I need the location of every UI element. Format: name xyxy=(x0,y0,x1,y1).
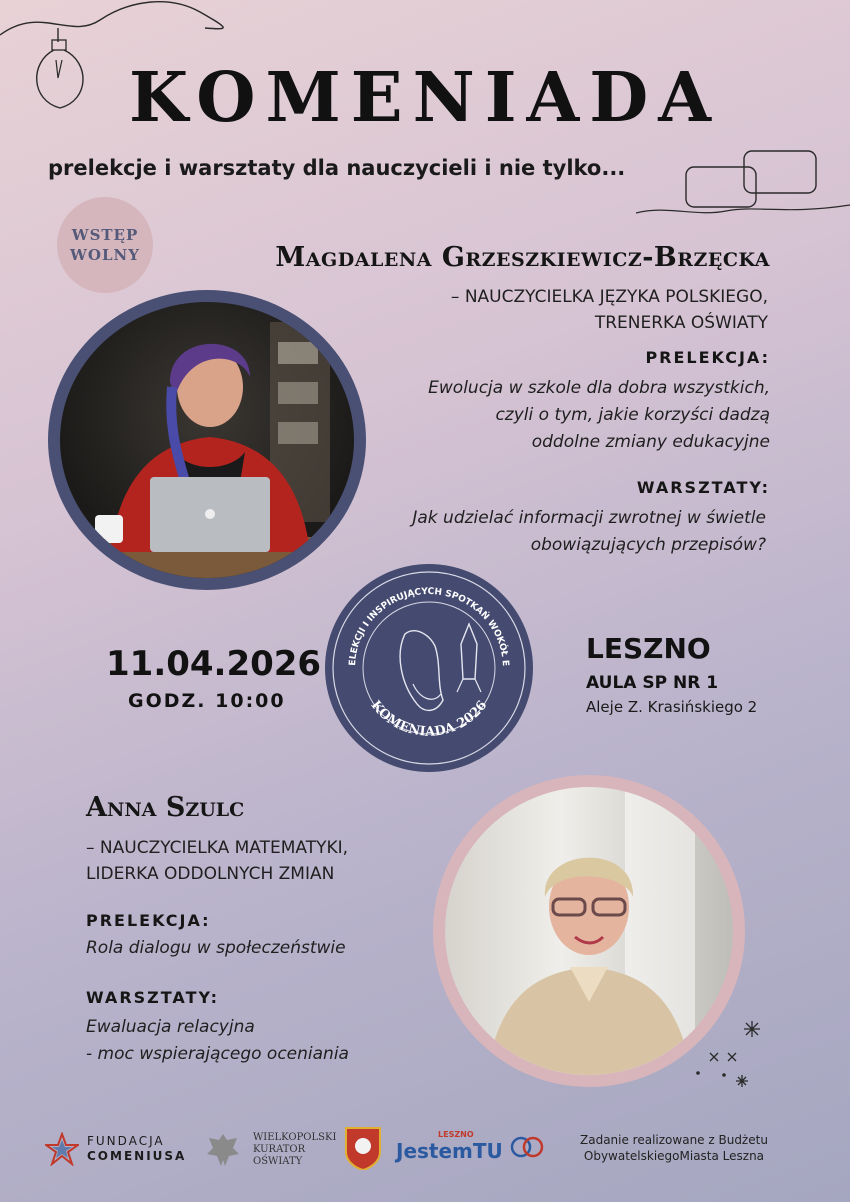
eagle-icon xyxy=(203,1130,243,1170)
speaker1-lecture-label: PRELEKCJA: xyxy=(645,348,770,367)
speaker2-role-line2: LIDERKA ODDOLNYCH ZMIAN xyxy=(86,864,335,884)
kurator-logo xyxy=(203,1130,336,1170)
logo4-main2: TU xyxy=(472,1139,503,1163)
jestem-tu-logo xyxy=(396,1130,503,1163)
speaker1-lecture-line: czyli o tym, jakie korzyści dadzą xyxy=(495,405,770,425)
speaker2-lecture-text: Rola dialogu w społeczeństwie xyxy=(86,938,346,958)
subtitle: prelekcje i warsztaty dla nauczycieli i nie tylko... xyxy=(48,156,626,180)
seal-name: KOMENIADA 2026 xyxy=(367,698,491,740)
speaker1-lecture-line: Ewolucja w szkole dla dobra wszystkich, xyxy=(428,378,770,398)
speaker2-workshop-text xyxy=(86,1014,349,1068)
speaker1-photo-illustration xyxy=(60,302,354,578)
logo2-line3: OŚWIATY xyxy=(253,1156,303,1167)
footer xyxy=(0,1118,850,1178)
seal-graphic xyxy=(325,564,533,772)
speaker2-role-line1: – NAUCZYCIELKA MATEMATYKI, xyxy=(86,838,349,858)
event-city: LESZNO xyxy=(586,632,711,665)
funding-note-line1: Zadanie realizowane z Budżetu xyxy=(580,1133,768,1147)
speaker2-name: Anna Szulc xyxy=(86,792,245,823)
event-address: Aleje Z. Krasińskiego 2 xyxy=(586,698,758,716)
event-time: GODZ. 10:00 xyxy=(128,690,286,712)
fundacja-comeniusa-logo xyxy=(45,1132,186,1166)
speaker2-workshop-line: - moc wspierającego oceniania xyxy=(86,1044,349,1064)
speaker1-lecture-text xyxy=(428,375,770,456)
logo4-main1: Jestem xyxy=(396,1139,473,1163)
speaker1-role xyxy=(451,284,768,336)
logo4-small: LESZNO xyxy=(438,1130,474,1139)
event-venue: AULA SP NR 1 xyxy=(586,673,719,693)
speaker2-workshop-line: Ewaluacja relacyjna xyxy=(86,1017,255,1037)
speaker1-lecture-line: oddolne zmiany edukacyjne xyxy=(531,432,770,452)
logo2-line2: KURATOR xyxy=(253,1144,306,1155)
speaker1-name: Magdalena Grzeszkiewicz-Brzęcka xyxy=(275,242,770,273)
funding-note-line2: ObywatelskiegoMiasta Leszna xyxy=(583,1149,765,1163)
speaker1-role-line2: TRENERKA OŚWIATY xyxy=(594,313,768,333)
budget-logo-icon xyxy=(510,1132,544,1162)
badge-line1: WSTĘP xyxy=(71,226,139,244)
star-logo-icon xyxy=(45,1132,79,1166)
speaker1-workshop-text xyxy=(412,505,766,559)
speaker1-photo xyxy=(48,290,366,590)
speaker2-role xyxy=(86,835,348,887)
logo2-line1: WIELKOPOLSKI xyxy=(253,1132,337,1143)
page-title: KOMENIADA xyxy=(128,58,722,138)
badge-line2: WOLNY xyxy=(70,246,140,264)
event-date: 11.04.2026 xyxy=(106,644,322,684)
seal-arc-text: ELEKCJI I INSPIRUJĄCYCH SPOTKAŃ WOKÓŁ E xyxy=(347,586,511,667)
speaker1-workshop-line: obowiązujących przepisów? xyxy=(530,535,766,555)
sparkle-icon xyxy=(690,1015,770,1095)
logo1-line2: COMENIUSA xyxy=(87,1149,187,1163)
speech-bubbles-icon xyxy=(636,145,850,220)
speaker1-role-line1: – NAUCZYCIELKA JĘZYKA POLSKIEGO, xyxy=(450,287,768,307)
speaker2-lecture-label: PRELEKCJA: xyxy=(86,911,211,930)
speaker1-workshop-line: Jak udzielać informacji zwrotnej w świetle xyxy=(412,508,766,528)
speaker2-workshop-label: WARSZTATY: xyxy=(86,988,220,1007)
funding-note xyxy=(580,1132,768,1164)
leszno-coat-of-arms-icon xyxy=(344,1126,382,1170)
speaker1-workshop-label: WARSZTATY: xyxy=(636,478,770,497)
komeniada-seal xyxy=(325,564,533,772)
free-entry-badge xyxy=(57,197,153,293)
logo1-line1: FUNDACJA xyxy=(87,1134,165,1148)
